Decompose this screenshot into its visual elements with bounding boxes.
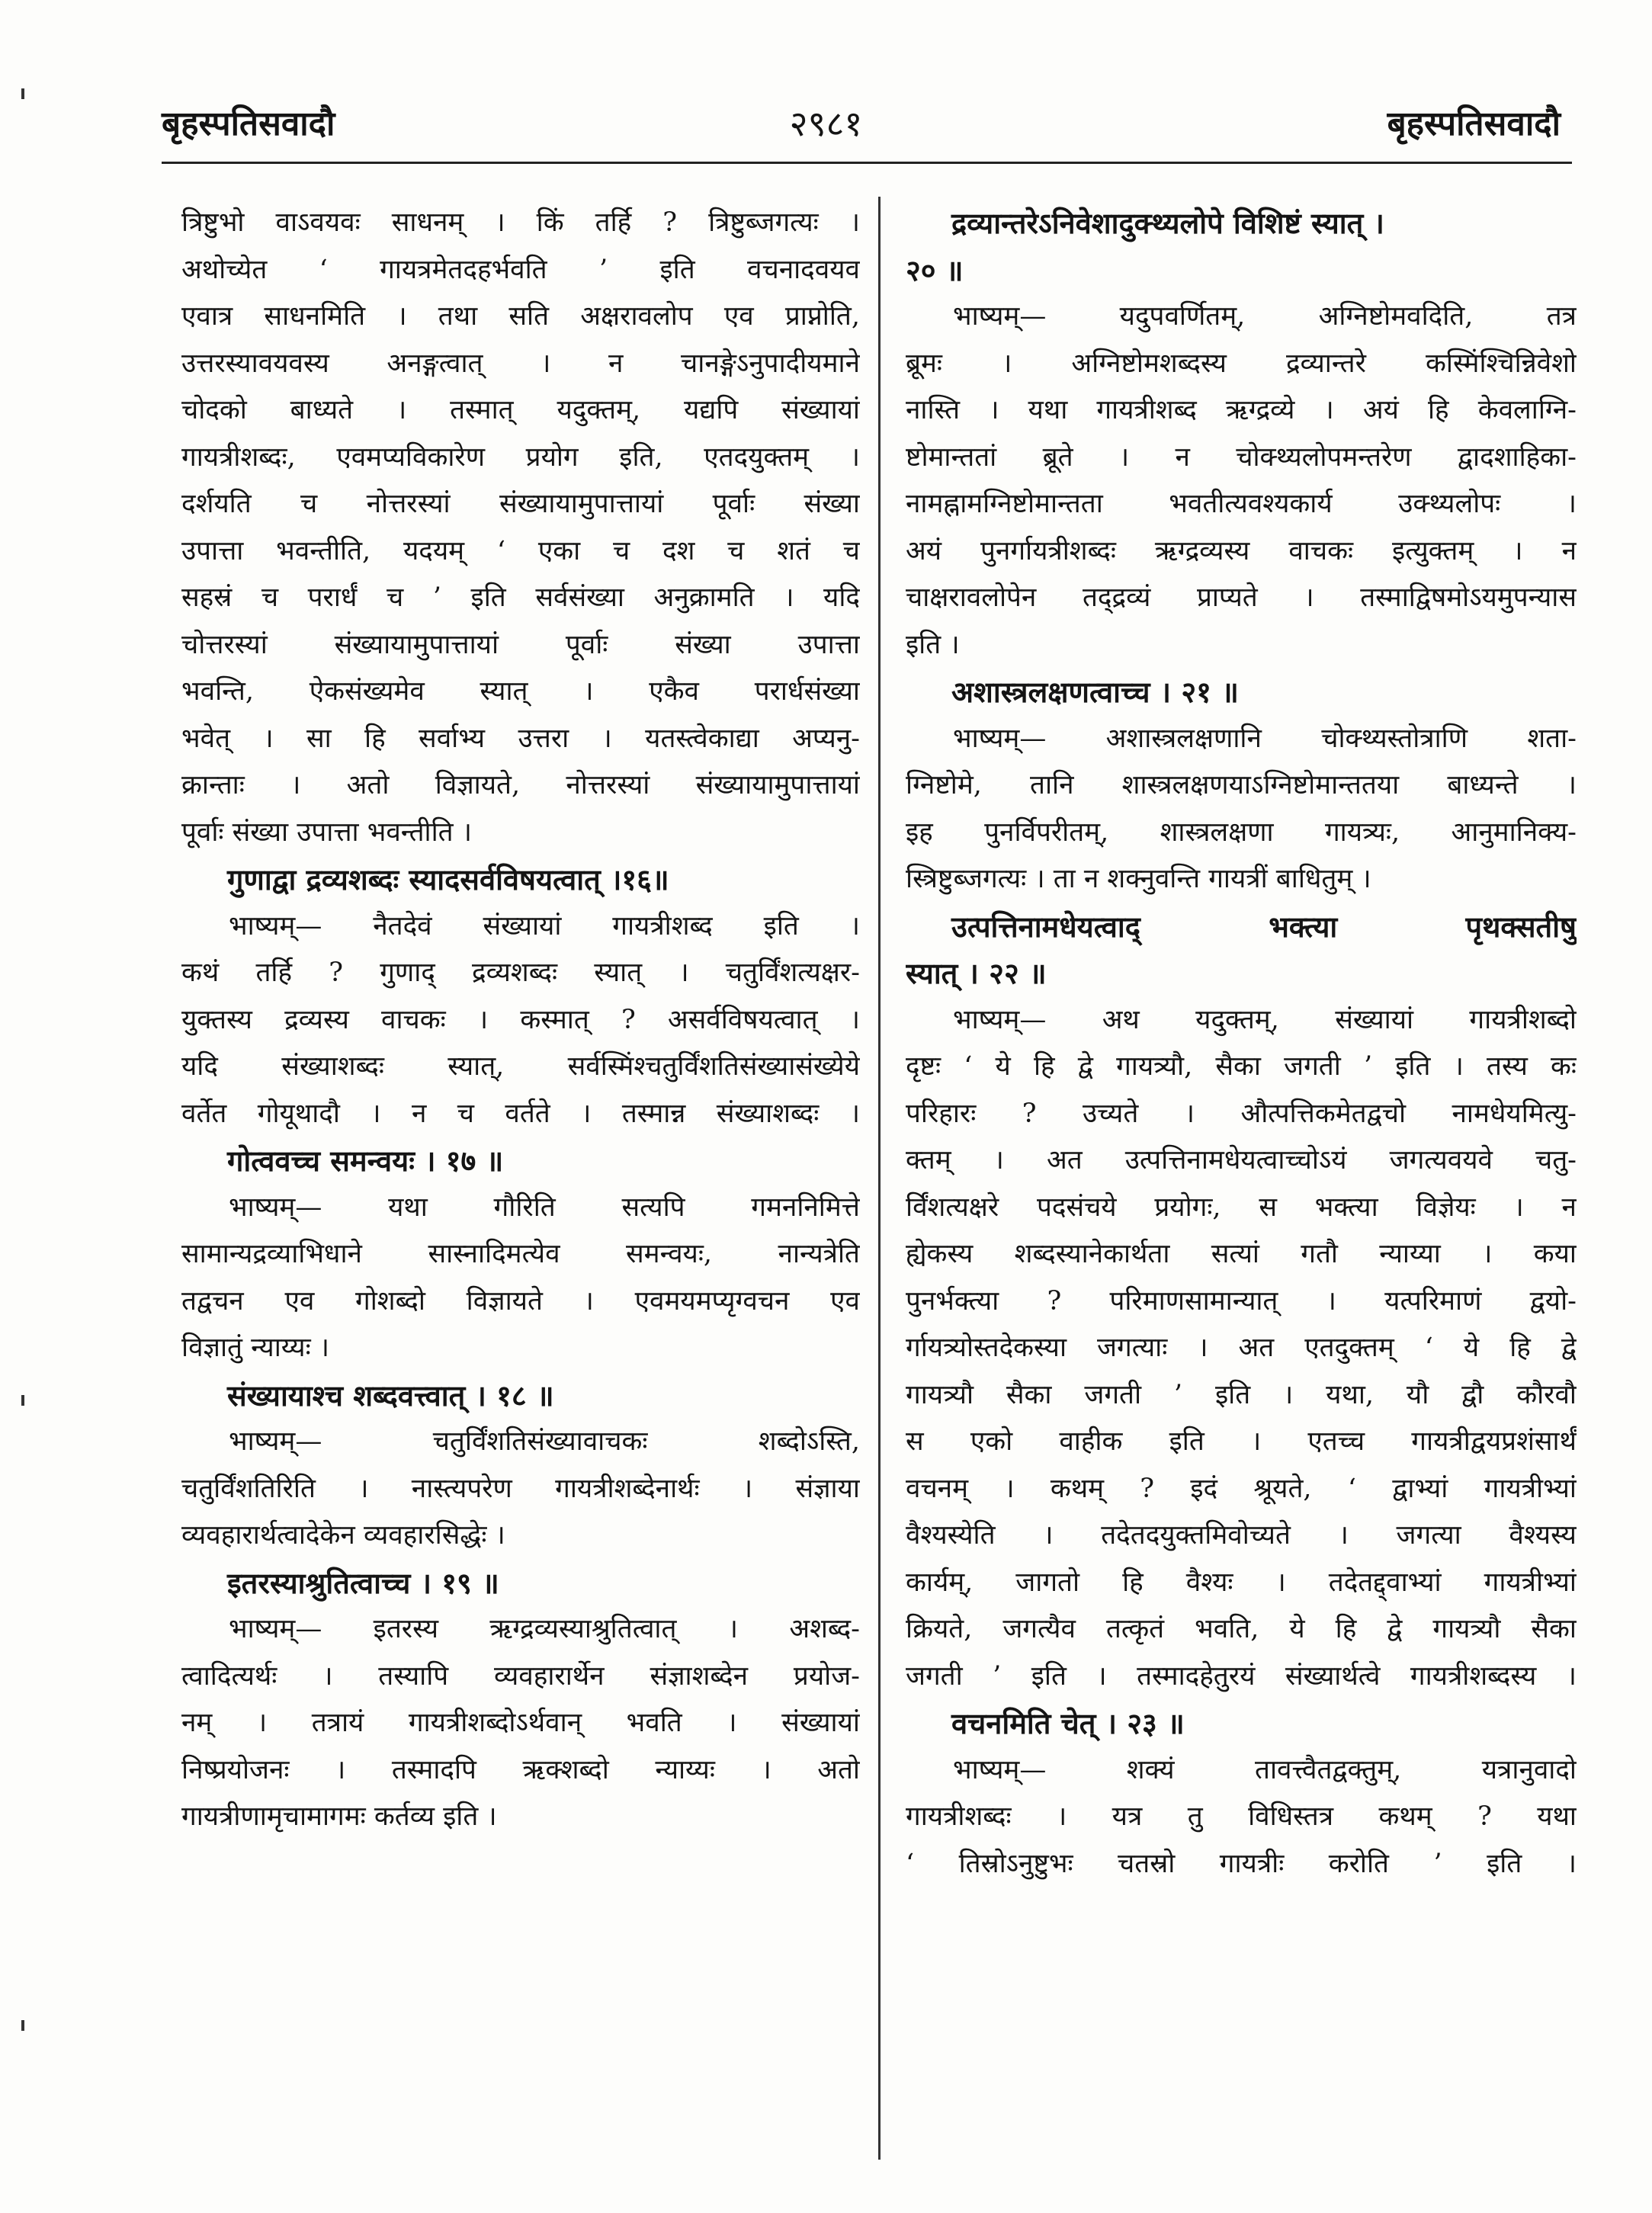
bhashya-line: भाष्यम्— यदुपवर्णितम्, अग्निष्टोमवदिति, तत्र <box>953 301 1577 332</box>
text-line: र्गायत्र्योस्तदेकस्या जगत्याः । अत एतदुक्तम् ‘ ये हि द्वे <box>906 1333 1577 1363</box>
running-title-right: बृहस्पतिसवादौ <box>1387 104 1561 143</box>
text-line: त्रिष्टुभो वाऽवयवः साधनम् । किं तर्हि ? त्रिष्टुब्जगत्यः । <box>181 207 860 238</box>
sutra-line: स्यात् । २२ ॥ <box>906 956 1047 990</box>
text-line: नास्ति । यथा गायत्रीशब्द ऋग्द्रव्ये । अयं हि केवलाग्नि- <box>906 395 1577 425</box>
text-line: इह पुनर्विपरीतम्, शास्त्रलक्षणा गायत्र्यः, आनुमानिक्य- <box>906 816 1577 848</box>
margin-mark <box>21 1395 24 1406</box>
text-line: उत्तरस्यावयवस्य अनङ्गत्वात् । न चानङ्गेऽनुपादीयमाने <box>181 348 860 379</box>
sutra-line: गुणाद्वा द्रव्यशब्दः स्यादसर्वविषयत्वात् ।१६॥ <box>227 862 669 896</box>
text-line: चोदको बाध्यते । तस्मात् यदुक्तम्, यद्यपि संख्यायां <box>181 395 860 425</box>
left-column <box>181 200 860 2174</box>
text-line: स एको वाहीक इति । एतच्च गायत्रीद्वयप्रशंसार्थं <box>906 1426 1577 1457</box>
running-title-left: बृहस्पतिसवादौ <box>162 104 335 143</box>
text-line: कार्यम्, जागतो हि वैश्यः । तदेतद्द्वाभ्यां गायत्रीभ्यां <box>906 1567 1577 1598</box>
text-line: ष्टोमान्ततां ब्रूते । न चोक्थ्यलोपमन्तरेण द्वादशाहिका- <box>906 441 1577 473</box>
sutra-line: इतरस्याश्रुतित्वाच्च । १९ ॥ <box>227 1565 499 1600</box>
sutra-line: २० ॥ <box>906 252 964 287</box>
text-line: युक्तस्य द्रव्यस्य वाचकः । कस्मात् ? असर्वविषयत्वात् । <box>181 1004 860 1035</box>
text-line: दर्शयति च नोत्तरस्यां संख्यायामुपात्तायां पूर्वाः संख्या <box>181 489 860 519</box>
text-line: चाक्षरावलोपेन तद्द्रव्यं प्राप्यते । तस्माद्विषमोऽयमुपन्यास <box>906 582 1577 613</box>
text-line: निष्प्रयोजनः । तस्मादपि ऋक्शब्दो न्याय्यः । अतो <box>181 1754 860 1785</box>
text-line: स्त्रिष्टुब्जगत्यः । ता न शक्नुवन्ति गायत्रीं बाधितुम् । <box>906 864 1371 894</box>
text-line: ब्रूमः । अग्निष्टोमशब्दस्य द्रव्यान्तरे कस्मिंश्चिन्निवेशो <box>906 348 1577 379</box>
sutra-line: गोत्ववच्च समन्वयः । १७ ॥ <box>227 1143 504 1178</box>
text-line: क्तम् । अत उत्पत्तिनामधेयत्वाच्चोऽयं जगत्यवयवे चतु- <box>906 1145 1577 1175</box>
text-line: गायत्र्यौ सैका जगती ’ इति । यथा, यौ द्वौ कौरवौ <box>906 1379 1577 1410</box>
margin-mark <box>21 88 24 99</box>
text-line: चोत्तरस्यां संख्यायामुपात्तायां पूर्वाः संख्या उपात्ता <box>181 629 860 660</box>
bhashya-line: भाष्यम्— यथा गौरिति सत्यपि गमननिमित्ते <box>229 1191 860 1223</box>
text-line: भवन्ति, ऐकसंख्यमेव स्यात् । एकैव परार्धसंख्या <box>181 676 860 707</box>
sutra-line: संख्यायाश्च शब्दवत्त्वात् । १८ ॥ <box>227 1378 554 1413</box>
text-line: एवात्र साधनमिति । तथा सति अक्षरावलोप एव प्राप्नोति, <box>181 301 860 332</box>
text-line: त्वादित्यर्थः । तस्यापि व्यवहारार्थेन संज्ञाशब्देन प्रयोज- <box>181 1660 860 1692</box>
text-line: ग्निष्टोमे, तानि शास्त्रलक्षणयाऽग्निष्टोमान्ततया बाध्यन्ते । <box>906 770 1577 800</box>
sutra-line: वचनमिति चेत् । २३ ॥ <box>951 1706 1185 1740</box>
text-line: नामह्नामग्निष्टोमान्तता भवतीत्यवश्यकार्य उक्थ्यलोपः । <box>906 489 1577 519</box>
bhashya-line: भाष्यम्— चतुर्विंशतिसंख्यावाचकः शब्दोऽस्ति, <box>229 1426 860 1457</box>
bhashya-line: भाष्यम्— नैतदेवं संख्यायां गायत्रीशब्द इति । <box>229 910 860 941</box>
text-line: नम् । तत्रायं गायत्रीशब्दोऽर्थवान् भवति । संख्यायां <box>181 1708 860 1738</box>
text-line: भवेत् । सा हि सर्वाभ्य उत्तरा । यतस्त्वेकाद्या अप्यनु- <box>181 723 860 754</box>
text-line: दृष्टः ‘ ये हि द्वे गायत्र्यौ, सैका जगती ’ इति । तस्य कः <box>906 1051 1577 1082</box>
text-line: अथोच्येत ‘ गायत्रमेतदहर्भवति ’ इति वचनादवयव <box>181 254 860 285</box>
margin-mark <box>21 2020 24 2031</box>
text-line: पूर्वाः संख्या उपात्ता भवन्तीति । <box>181 816 472 848</box>
sutra-line: अशास्त्रलक्षणत्वाच्च । २१ ॥ <box>951 675 1239 709</box>
bhashya-line: भाष्यम्— इतरस्य ऋग्द्रव्यस्याश्रुतित्वात् । अशब्द- <box>229 1614 860 1644</box>
text-line: गायत्रीशब्दः । यत्र तु विधिस्तत्र कथम् ? यथा <box>906 1801 1577 1832</box>
text-line: उपात्ता भवन्तीति, यदयम् ‘ एका च दश च शतं च <box>181 535 860 566</box>
page-number: २९८१ <box>789 103 863 144</box>
text-line: वैश्यस्येति । तदेतदयुक्तमिवोच्यते । जगत्या वैश्यस्य <box>906 1520 1577 1551</box>
bhashya-line: भाष्यम्— अथ यदुक्तम्, संख्यायां गायत्रीशब्दो <box>953 1004 1577 1035</box>
bhashya-line: भाष्यम्— अशास्त्रलक्षणानि चोक्थ्यस्तोत्राणि शता- <box>953 723 1577 754</box>
right-column <box>906 200 1577 2174</box>
text-line: तद्वचन एव गोशब्दो विज्ञायते । एवमयमप्यृग्वचन एव <box>181 1285 860 1317</box>
text-line: ‘ तिस्रोऽनुष्टुभः चतस्रो गायत्रीः करोति ’ इति । <box>906 1848 1577 1879</box>
sutra-line: द्रव्यान्तरेऽनिवेशादुक्थ्यलोपे विशिष्टं स्यात् । <box>951 206 1384 240</box>
text-line: व्यवहारार्थत्वादेकेन व्यवहारसिद्धेः । <box>181 1520 505 1551</box>
text-line: ह्येकस्य शब्दस्यानेकार्थता सत्यां गतौ न्याय्या । कया <box>906 1239 1577 1269</box>
text-line: जगती ’ इति । तस्मादहेतुरयं संख्यार्थत्वे गायत्रीशब्दस्य । <box>906 1660 1577 1692</box>
text-line: गायत्रीशब्दः, एवमप्यविकारेण प्रयोग इति, एतदयुक्तम् । <box>181 441 860 473</box>
text-line: क्रियते, जगत्यैव तत्कृतं भवति, ये हि द्वे गायत्र्यौ सैका <box>906 1614 1577 1644</box>
text-line: परिहारः ? उच्यते । औत्पत्तिकमेतद्वचो नामधेयमित्यु- <box>906 1098 1577 1129</box>
text-line: वर्तेत गोयूथादौ । न च वर्तते । तस्मान्न संख्याशब्दः । <box>181 1098 860 1129</box>
text-line: अयं पुनर्गायत्रीशब्दः ऋग्द्रव्यस्य वाचकः इत्युक्तम् । न <box>906 535 1577 566</box>
column-divider <box>878 197 881 2160</box>
text-line: सामान्यद्रव्याभिधाने सास्नादिमत्येव समन्वयः, नान्यत्रेति <box>181 1239 860 1269</box>
text-line: पुनर्भक्त्या ? परिमाणसामान्यात् । यत्परिमाणं द्वयो- <box>906 1285 1577 1317</box>
text-line: गायत्रीणामृचामागमः कर्तव्य इति । <box>181 1801 497 1832</box>
sutra-line: उत्पत्तिनामधेयत्वाद् भक्त्या पृथक्सतीषु <box>951 909 1577 944</box>
text-line: कथं तर्हि ? गुणाद् द्रव्यशब्दः स्यात् । चतुर्विंशत्यक्षर- <box>181 957 860 988</box>
page-header <box>0 99 1652 160</box>
text-line: सहस्रं च परार्धं च ’ इति सर्वसंख्या अनुक्रामति । यदि <box>181 582 860 613</box>
bhashya-line: भाष्यम्— शक्यं तावत्त्वैतद्वक्तुम्, यत्रानुवादो <box>953 1754 1577 1785</box>
header-rule <box>162 162 1572 164</box>
text-line: क्रान्ताः । अतो विज्ञायते, नोत्तरस्यां संख्यायामुपात्तायां <box>181 770 860 800</box>
text-line: इति । <box>906 629 960 660</box>
text-line: र्विंशत्यक्षरे पदसंचये प्रयोगः, स भक्त्या विज्ञेयः । न <box>906 1191 1577 1223</box>
text-line: चतुर्विंशतिरिति । नास्त्यपरेण गायत्रीशब्देनार्थः । संज्ञाया <box>181 1473 860 1504</box>
text-line: वचनम् । कथम् ? इदं श्रूयते, ‘ द्वाभ्यां गायत्रीभ्यां <box>906 1473 1577 1504</box>
text-line: विज्ञातुं न्याय्यः । <box>181 1333 330 1363</box>
text-line: यदि संख्याशब्दः स्यात्, सर्वस्मिंश्चतुर्विंशतिसंख्यासंख्येये <box>181 1051 860 1082</box>
